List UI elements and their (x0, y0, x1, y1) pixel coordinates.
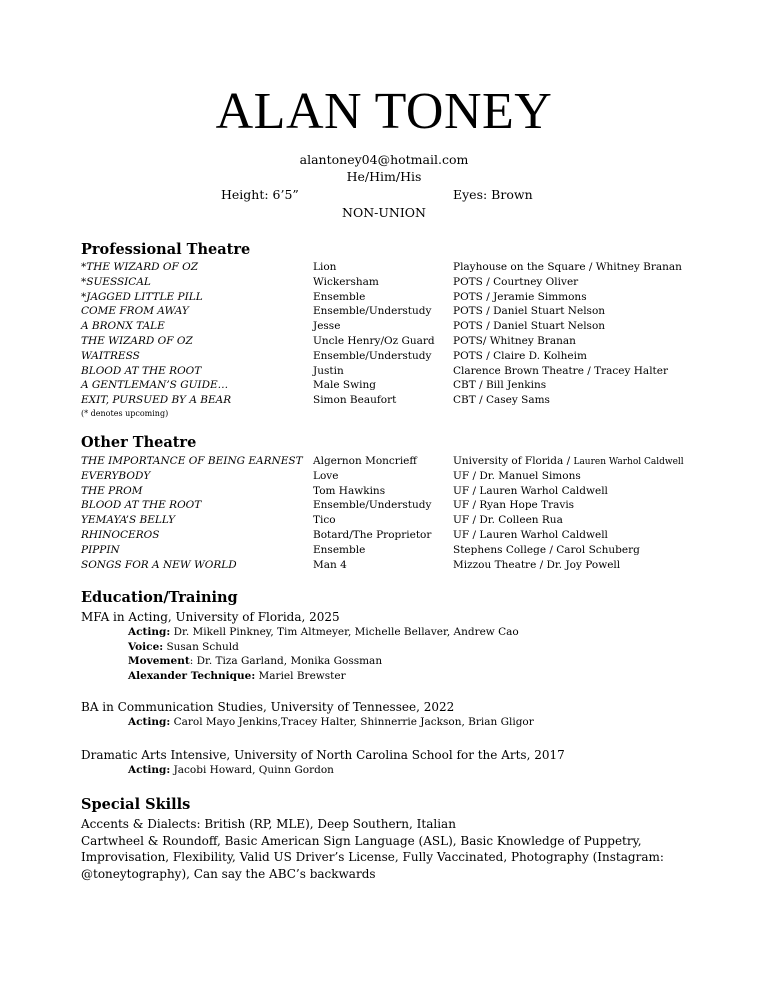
show-title: *THE WIZARD OF OZ (81, 261, 199, 273)
pronouns: He/Him/His (346, 169, 422, 184)
professional-credits (81, 260, 721, 408)
special-skills-heading: Special Skills (81, 796, 191, 813)
upcoming-note: (* denotes upcoming) (81, 409, 169, 418)
credit-row (81, 275, 721, 290)
show-title: WAITRESS (81, 349, 140, 362)
venue: POTS/ Whitney Branan (453, 334, 576, 347)
venue (453, 454, 684, 470)
role: Love (313, 469, 339, 482)
detail-label: Acting: (128, 764, 171, 776)
detail-label: Acting: (128, 716, 171, 728)
credit-row (81, 364, 721, 379)
accents: Accents & Dialects: British (RP, MLE), Deep Southern, Italian (81, 817, 456, 831)
professional-theatre-heading: Professional Theatre (81, 241, 251, 258)
show-title: COME FROM AWAY (81, 305, 189, 318)
show-title: SONGS FOR A NEW WORLD (81, 558, 237, 571)
role: Botard/The Proprietor (313, 528, 432, 541)
mfa-degree: MFA in Acting, University of Florida, 2025 (81, 610, 340, 624)
credit-row (81, 543, 721, 558)
show-title: THE PROM (81, 484, 143, 497)
role: Ensemble (313, 543, 366, 556)
detail-label: Alexander Technique: (128, 669, 256, 682)
venue: POTS / Claire D. Kolheim (453, 349, 587, 362)
show-title: *SUESSICAL (81, 275, 151, 288)
detail-text: Mariel Brewster (255, 669, 346, 682)
credit-row (81, 513, 721, 528)
role: Lion (313, 261, 337, 273)
venue: UF / Lauren Warhol Caldwell (453, 528, 608, 541)
role: Ensemble/Understudy (313, 499, 432, 512)
venue: POTS / Jeramie Simmons (453, 290, 587, 303)
role: Ensemble/Understudy (313, 349, 432, 362)
show-title: A GENTLEMAN’S GUIDE… (81, 379, 229, 392)
show-title: THE IMPORTANCE OF BEING EARNEST (81, 455, 303, 467)
role: Ensemble/Understudy (313, 305, 432, 318)
mfa-acting (128, 625, 519, 640)
venue: Playhouse on the Square / Whitney Branan (453, 261, 682, 273)
credit-row (81, 454, 721, 469)
credit-row (81, 558, 721, 573)
credit-row (81, 378, 721, 393)
show-title: BLOOD AT THE ROOT (81, 499, 202, 512)
credit-row (81, 349, 721, 364)
show-title: PIPPIN (81, 543, 120, 556)
credit-row (81, 319, 721, 334)
eye-color: Eyes: Brown (453, 187, 533, 202)
venue: Stephens College / Carol Schuberg (453, 543, 640, 556)
role: Man 4 (313, 558, 347, 571)
detail-text: Jacobi Howard, Quinn Gordon (170, 764, 334, 776)
venue: POTS / Daniel Stuart Nelson (453, 305, 606, 318)
venue: UF / Dr. Colleen Rua (453, 514, 563, 527)
role: Algernon Moncrieff (313, 455, 417, 467)
union-status: NON-UNION (342, 205, 426, 220)
venue: POTS / Daniel Stuart Nelson (453, 320, 606, 333)
other-skills: Cartwheel & Roundoff, Basic American Sign Language (ASL), Basic Knowledge of Puppetry, Improvisation, Flexibility, Valid US Driver’s License, Fully Vaccinated, Photography (Instagram: @toneytography), Can say the ABC’s backwards (81, 833, 664, 881)
show-title: A BRONX TALE (81, 320, 165, 333)
credit-row (81, 304, 721, 319)
venue: Mizzou Theatre / Dr. Joy Powell (453, 558, 621, 571)
show-title: EXIT, PURSUED BY A BEAR (81, 394, 232, 407)
credit-row (81, 498, 721, 513)
detail-label: Acting: (128, 626, 171, 638)
venue: Clarence Brown Theatre / Tracey Halter (453, 364, 669, 377)
venue: UF / Lauren Warhol Caldwell (453, 484, 608, 497)
intensive-acting (128, 763, 334, 778)
venue-main: University of Florida / (453, 455, 571, 467)
role: Tico (313, 514, 336, 527)
venue-director: Lauren Warhol Caldwell (573, 457, 684, 467)
mfa-alexander (128, 669, 346, 684)
credit-row (81, 484, 721, 499)
venue: CBT / Bill Jenkins (453, 379, 547, 392)
role: Jesse (313, 320, 341, 333)
role: Wickersham (313, 275, 379, 288)
role: Tom Hawkins (313, 484, 386, 497)
detail-text: Susan Schuld (163, 640, 239, 653)
actor-name: ALAN TONEY (215, 83, 553, 140)
other-credits (81, 454, 721, 572)
detail-text: Carol Mayo Jenkins,Tracey Halter, Shinnerrie Jackson, Brian Gligor (170, 716, 534, 728)
role: Ensemble (313, 290, 366, 303)
show-title: BLOOD AT THE ROOT (81, 364, 202, 377)
venue: CBT / Casey Sams (453, 394, 550, 407)
education-heading: Education/Training (81, 589, 238, 606)
venue: POTS / Courtney Oliver (453, 275, 579, 288)
detail-label: Voice: (128, 640, 164, 653)
role: Male Swing (313, 379, 376, 392)
show-title: RHINOCEROS (81, 528, 160, 541)
ba-acting (128, 715, 534, 730)
detail-text: : Dr. Tiza Garland, Monika Gossman (189, 655, 383, 668)
show-title: YEMAYA’S BELLY (81, 514, 176, 527)
mfa-voice (128, 640, 239, 655)
venue: UF / Ryan Hope Travis (453, 499, 575, 512)
credit-row (81, 393, 721, 408)
show-title: THE WIZARD OF OZ (81, 334, 193, 347)
role: Justin (313, 364, 344, 377)
show-title: *JAGGED LITTLE PILL (81, 290, 203, 303)
credit-row (81, 290, 721, 305)
intensive: Dramatic Arts Intensive, University of North Carolina School for the Arts, 2017 (81, 748, 565, 762)
detail-text: Dr. Mikell Pinkney, Tim Altmeyer, Michelle Bellaver, Andrew Cao (170, 626, 519, 638)
venue: UF / Dr. Manuel Simons (453, 469, 581, 482)
role: Simon Beaufort (313, 394, 397, 407)
other-theatre-heading: Other Theatre (81, 434, 197, 451)
credit-row (81, 528, 721, 543)
credit-row (81, 469, 721, 484)
credit-row (81, 334, 721, 349)
credit-row (81, 260, 721, 275)
height: Height: 6’5” (221, 187, 299, 202)
show-title: EVERYBODY (81, 469, 151, 482)
role: Uncle Henry/Oz Guard (313, 334, 435, 347)
ba-degree: BA in Communication Studies, University of Tennessee, 2022 (81, 700, 455, 714)
mfa-movement (128, 654, 382, 669)
email: alantoney04@hotmail.com (299, 152, 469, 167)
detail-label: Movement (128, 655, 190, 668)
